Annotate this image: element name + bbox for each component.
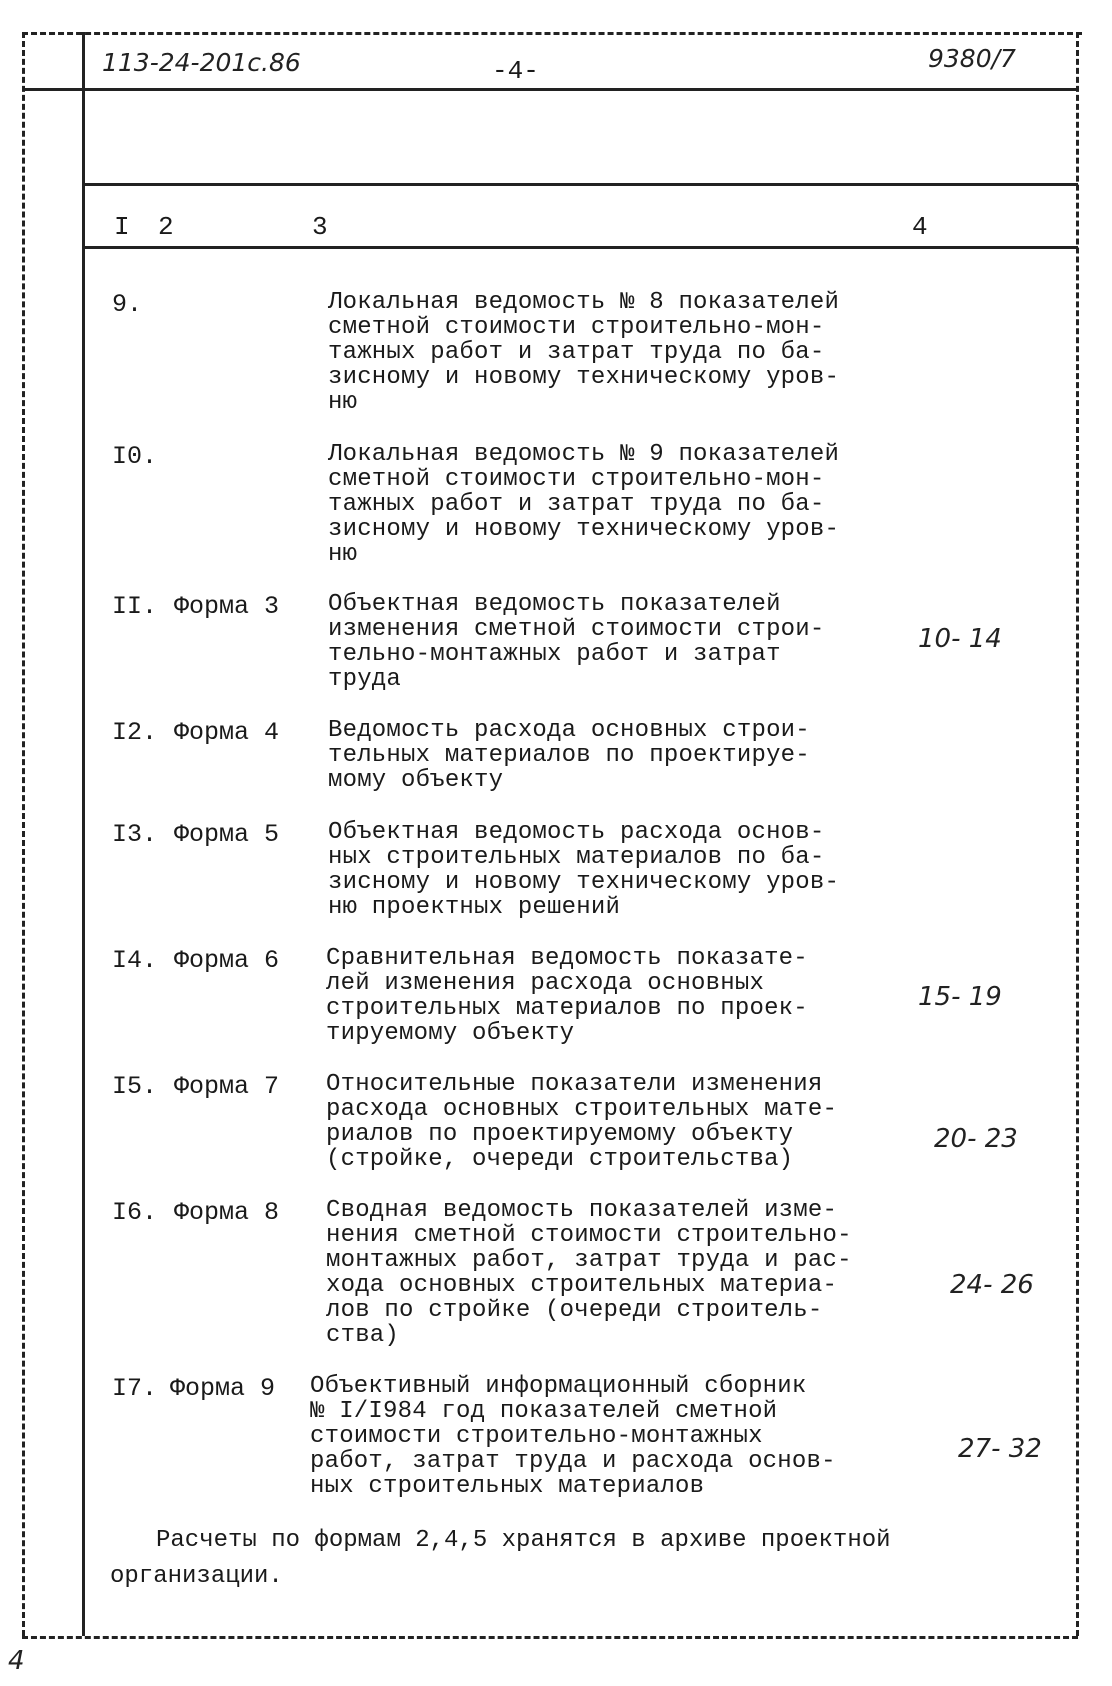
frame-left-outer-line [22, 32, 25, 1636]
document-code: 113-24-201с.86 [102, 48, 301, 77]
row-form: Форма 4 [174, 718, 280, 747]
row-number: I2. [112, 718, 158, 747]
table-top-line [84, 183, 1078, 186]
row-form: Форма 3 [174, 592, 280, 621]
row-pages: 24- 26 [950, 1270, 1034, 1300]
row-form: Форма 7 [174, 1072, 280, 1101]
row-number: 9. [112, 290, 143, 319]
margin-mark: 4 [8, 1646, 25, 1676]
footer-note-line-1: Расчеты по формам 2,4,5 хранятся в архиве проектной [156, 1527, 891, 1554]
table-header-bottom-line [84, 246, 1078, 249]
row-pages: 15- 19 [918, 982, 1002, 1012]
page-marker: -4- [492, 56, 539, 86]
frame-top-line [22, 32, 1082, 35]
row-number: I3. [112, 820, 158, 849]
row-form: Форма 5 [174, 820, 280, 849]
row-description: Относительные показатели изменения расхода основных строительных мате- риалов по проектируемому объекту (стройке, очереди строительства) [326, 1071, 838, 1173]
header-bottom-line [22, 88, 1078, 91]
column-header-2: 2 [158, 212, 174, 242]
row-number: I5. [112, 1072, 158, 1101]
row-number: I7. [112, 1374, 158, 1403]
row-pages: 10- 14 [918, 624, 1002, 654]
row-number: I0. [112, 442, 158, 471]
row-description: Объектная ведомость показателей изменения сметной стоимости строи- тельно-монтажных работ и затрат труда [328, 591, 825, 693]
column-header-4: 4 [912, 212, 928, 242]
row-description: Локальная ведомость № 9 показателей сметной стоимости строительно-мон- тажных работ и затрат труда по ба- зисному и новому техническому уров- ню [328, 441, 840, 568]
footer-note-line-2: организации. [110, 1563, 283, 1590]
column-header-3: 3 [312, 212, 328, 242]
row-form: Форма 9 [170, 1374, 276, 1403]
row-form: Форма 8 [174, 1198, 280, 1227]
frame-bottom-line [22, 1636, 1078, 1639]
row-description: Сводная ведомость показателей изме- нения сметной стоимости строительно- монтажных работ, затрат труда и рас- хода основных строительных материа- лов по стройке (очереди строитель- ства) [326, 1197, 852, 1349]
row-description: Ведомость расхода основных строи- тельных материалов по проектируе- мому объекту [328, 717, 810, 794]
row-description: Сравнительная ведомость показате- лей изменения расхода основных строительных материалов по проек- тируемому объекту [326, 945, 808, 1047]
row-number: I6. [112, 1198, 158, 1227]
column-header-1: I [114, 212, 130, 242]
row-form: Форма 6 [174, 946, 280, 975]
sheet-number: 9380/7 [928, 44, 1016, 73]
row-pages: 27- 32 [958, 1434, 1042, 1464]
frame-right-line [1076, 32, 1079, 1636]
row-description: Локальная ведомость № 8 показателей сметной стоимости строительно-мон- тажных работ и затрат труда по ба- зисному и новому техническому уров- ню [328, 289, 840, 416]
row-number: II. [112, 592, 158, 621]
row-description: Объектная ведомость расхода основ- ных строительных материалов по ба- зисному и новому техническому уров- ню проектных решений [328, 819, 840, 921]
row-description: Объективный информационный сборник № I/I984 год показателей сметной стоимости строительно-монтажных работ, затрат труда и расхода основ- ных строительных материалов [310, 1373, 836, 1500]
row-pages: 20- 23 [934, 1124, 1018, 1154]
row-number: I4. [112, 946, 158, 975]
frame-left-inner-line [82, 32, 85, 1636]
